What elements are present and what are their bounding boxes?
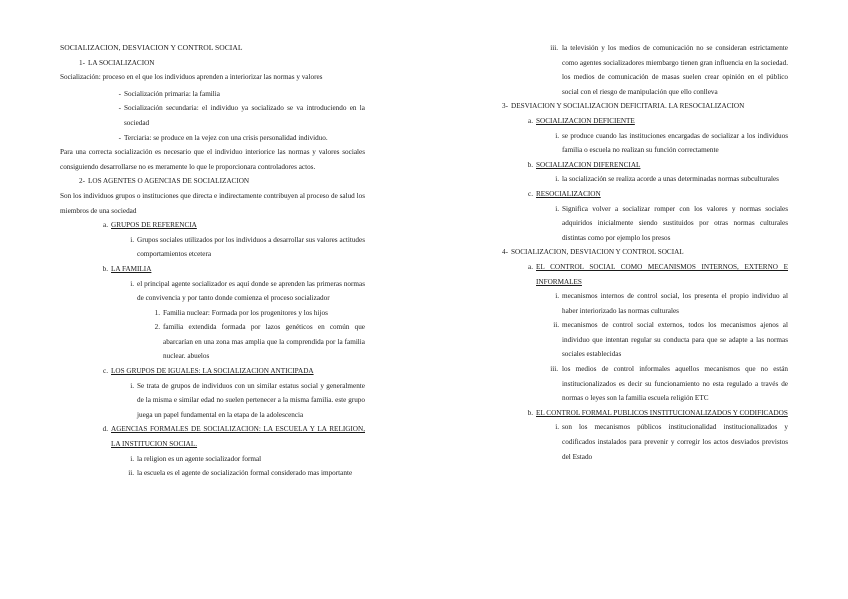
list-item [130, 452, 365, 467]
list-item [553, 318, 788, 362]
subsection-c-heading [103, 364, 365, 379]
list-marker: ii. [553, 321, 559, 330]
list-text: la socialización se realiza acorde a unas determinadas normas subculturales [562, 175, 779, 184]
list-marker: i. [555, 131, 559, 140]
list-item [130, 379, 365, 423]
list-text: Se trata de grupos de individuos con un similar estatus social y generalmente de la misma e similar edad no suelen pertenecer a la misma familia. este grupo juega un papel fundamental en la etapa de la adolescencia [137, 381, 365, 419]
subsection-marker: b. [102, 264, 108, 273]
subsection-title: LA FAMILIA [111, 264, 152, 273]
subsection-marker: a. [103, 221, 108, 230]
numbered-item [154, 306, 365, 321]
numbered-item [154, 320, 365, 364]
subsection-title: RESOCIALIZACION [536, 189, 601, 198]
subsection-title: EL CONTROL SOCIAL COMO MECANISMOS INTERNOS, EXTERNO E INFORMALES [536, 262, 788, 286]
list-item [555, 289, 788, 318]
subsection-marker: b. [527, 160, 533, 169]
section-4-title: SOCIALIZACION, DESVIACION Y CONTROL SOCIAL [511, 248, 684, 257]
bullet-item [118, 131, 365, 146]
subsection-marker: d. [102, 425, 108, 434]
list-marker: i. [555, 175, 559, 184]
subsection-title: EL CONTROL FORMAL PUBLICOS INSTITUCIONALIZADOS Y CODIFICADOS [536, 408, 788, 417]
list-text: Grupos sociales utilizados por los individuos a desarrollar sus valores actitudes comportamientos etcetera [137, 235, 365, 259]
list-text: la escuela es el agente de socialización formal considerado mas importante [137, 469, 353, 478]
section-2-definition: Son los individuos grupos o instituciones que directa e indirectamente contribuyen al proceso de salud los miembros de una sociedad [60, 191, 365, 215]
list-marker: i. [555, 204, 559, 213]
subsection-marker: a. [528, 116, 533, 125]
numbered-text: familia extendida formada por lazos genéticos en común que abarcarían en una zona mas amplia que la comprendida por la familia nuclear. abuelos [163, 323, 365, 361]
list-text: los medios de control informales aquellos mecanismos que no están institucionalizados es decir su funcionamiento no esta regulado a través de normas o leyes son la familia escuela religión ETC [562, 365, 788, 403]
section-1-marker: 1- [79, 58, 85, 67]
section-2-marker: 2- [79, 177, 85, 186]
section-1-title: LA SOCIALIZACION [88, 58, 155, 67]
section-3-title: DESVIACION Y SOCIALIZACION DEFICITARIA. LA RESOCIALIZACION [511, 102, 745, 111]
section-1-heading [79, 56, 365, 71]
list-text: mecanismos internos de control social, los presenta el propio individuo al haber interiorizado las normas culturales [562, 292, 788, 315]
list-marker: i. [130, 279, 134, 288]
list-text: son los mecanismos públicos institucionalidad institucionalizados y codificados instalados para prevenir y corregir los actos desviados previstos del Estado [562, 423, 788, 461]
subsection-b-heading [527, 406, 788, 421]
section-3-heading [502, 99, 788, 114]
list-item [555, 202, 788, 246]
section-1-definition: Socialización: proceso en el que los individuos aprenden a interiorizar las normas y valores [60, 73, 323, 82]
bullet-marker: - [118, 133, 121, 142]
number-marker: 2. [154, 323, 160, 332]
subsection-title: SOCIALIZACION DIFERENCIAL [536, 160, 641, 169]
list-text: la televisión y los medios de comunicación no se consideran estrictamente como agentes socializadores miembargo tienen gran influencia en la sociedad. los medios de comunicación de masas suelen crear opinión en el público social con el riesgo de manipulación que ello conlleva [562, 44, 788, 96]
list-item [555, 172, 788, 187]
subsection-marker: a. [528, 262, 533, 271]
section-4-heading [502, 245, 788, 260]
list-item [555, 129, 788, 158]
bullet-item [118, 101, 365, 130]
list-marker: iii. [550, 44, 558, 52]
list-item [130, 277, 365, 306]
subsection-a-heading [103, 218, 365, 233]
subsection-d-heading [102, 422, 365, 451]
number-marker: 1. [154, 308, 160, 317]
list-text: se produce cuando las instituciones encargadas de socializar a los individuos familia o escuela no realizan su función correctamente [562, 131, 788, 155]
section-2-title: LOS AGENTES O AGENCIAS DE SOCIALIZACION [88, 177, 250, 186]
list-text: el principal agente socializador es aquí donde se aprenden las primeras normas de convivencia y por tanto donde comienza el proceso socializador [137, 279, 365, 303]
subsection-a-heading [528, 114, 788, 129]
list-text: la religion es un agente socializador formal [137, 454, 262, 463]
section-3-marker: 3- [502, 102, 508, 111]
list-marker: iii. [550, 365, 558, 374]
list-text: Significa volver a socializar romper con los valores y normas sociales adquiridos inicialmente siendo sustituidos por otras normas culturales distintas como por ejemplo los presos [562, 204, 788, 242]
bullet-text: Socialización primaria: la familia [124, 89, 220, 98]
list-item [555, 420, 788, 464]
bullet-marker: - [118, 104, 121, 113]
list-item [128, 466, 365, 481]
section-4-marker: 4- [502, 248, 508, 257]
subsection-marker: c. [528, 189, 533, 198]
bullet-marker: - [118, 89, 121, 98]
list-text: mecanismos de control social externos, todos los mecanismos ajenos al individuo que intentan regular su conducta para que se adapte a las normas sociales establecidas [562, 321, 788, 359]
bullet-item [118, 87, 365, 102]
section-1-paragraph: Para una correcta socialización es necesario que el individuo interiorice las normas y valores sociales consiguiendo desarrollarse no es meramente lo que le proporcionara controladores actos. [60, 148, 365, 171]
subsection-a-heading [528, 260, 788, 289]
bullet-text: Terciaria: se produce en la vejez con una crisis personalidad individuo. [124, 133, 328, 142]
list-item [130, 233, 365, 262]
subsection-c-heading [528, 187, 788, 202]
left-column [60, 41, 365, 481]
right-column [500, 41, 788, 464]
subsection-title: GRUPOS DE REFERENCIA [111, 221, 197, 230]
subsection-marker: b. [527, 408, 533, 417]
list-marker: i. [130, 235, 134, 244]
subsection-title: SOCIALIZACION DEFICIENTE [536, 116, 635, 125]
list-marker: i. [130, 381, 134, 390]
numbered-text: Familia nuclear: Formada por los progenitores y los hijos [163, 308, 328, 317]
section-2-heading [79, 174, 365, 189]
subsection-b-heading [527, 158, 788, 173]
subsection-b-heading [102, 262, 365, 277]
subsection-marker: c. [103, 367, 108, 376]
bullet-text: Socialización secundaria: el individuo ya socializado se va introduciendo en la sociedad [124, 104, 365, 127]
list-marker: i. [130, 454, 134, 463]
list-item [550, 362, 788, 406]
list-marker: i. [555, 423, 559, 432]
subsection-title: LOS GRUPOS DE IGUALES: LA SOCIALIZACION ANTICIPADA [111, 367, 314, 376]
document-title: SOCIALIZACION, DESVIACION Y CONTROL SOCIAL [60, 43, 243, 52]
subsection-title: AGENCIAS FORMALES DE SOCIALIZACION: LA ESCUELA Y LA RELIGION, LA INSTITUCION SOCIAL. [111, 425, 365, 449]
list-marker: ii. [128, 469, 134, 478]
list-item [550, 41, 788, 99]
list-marker: i. [555, 292, 559, 301]
